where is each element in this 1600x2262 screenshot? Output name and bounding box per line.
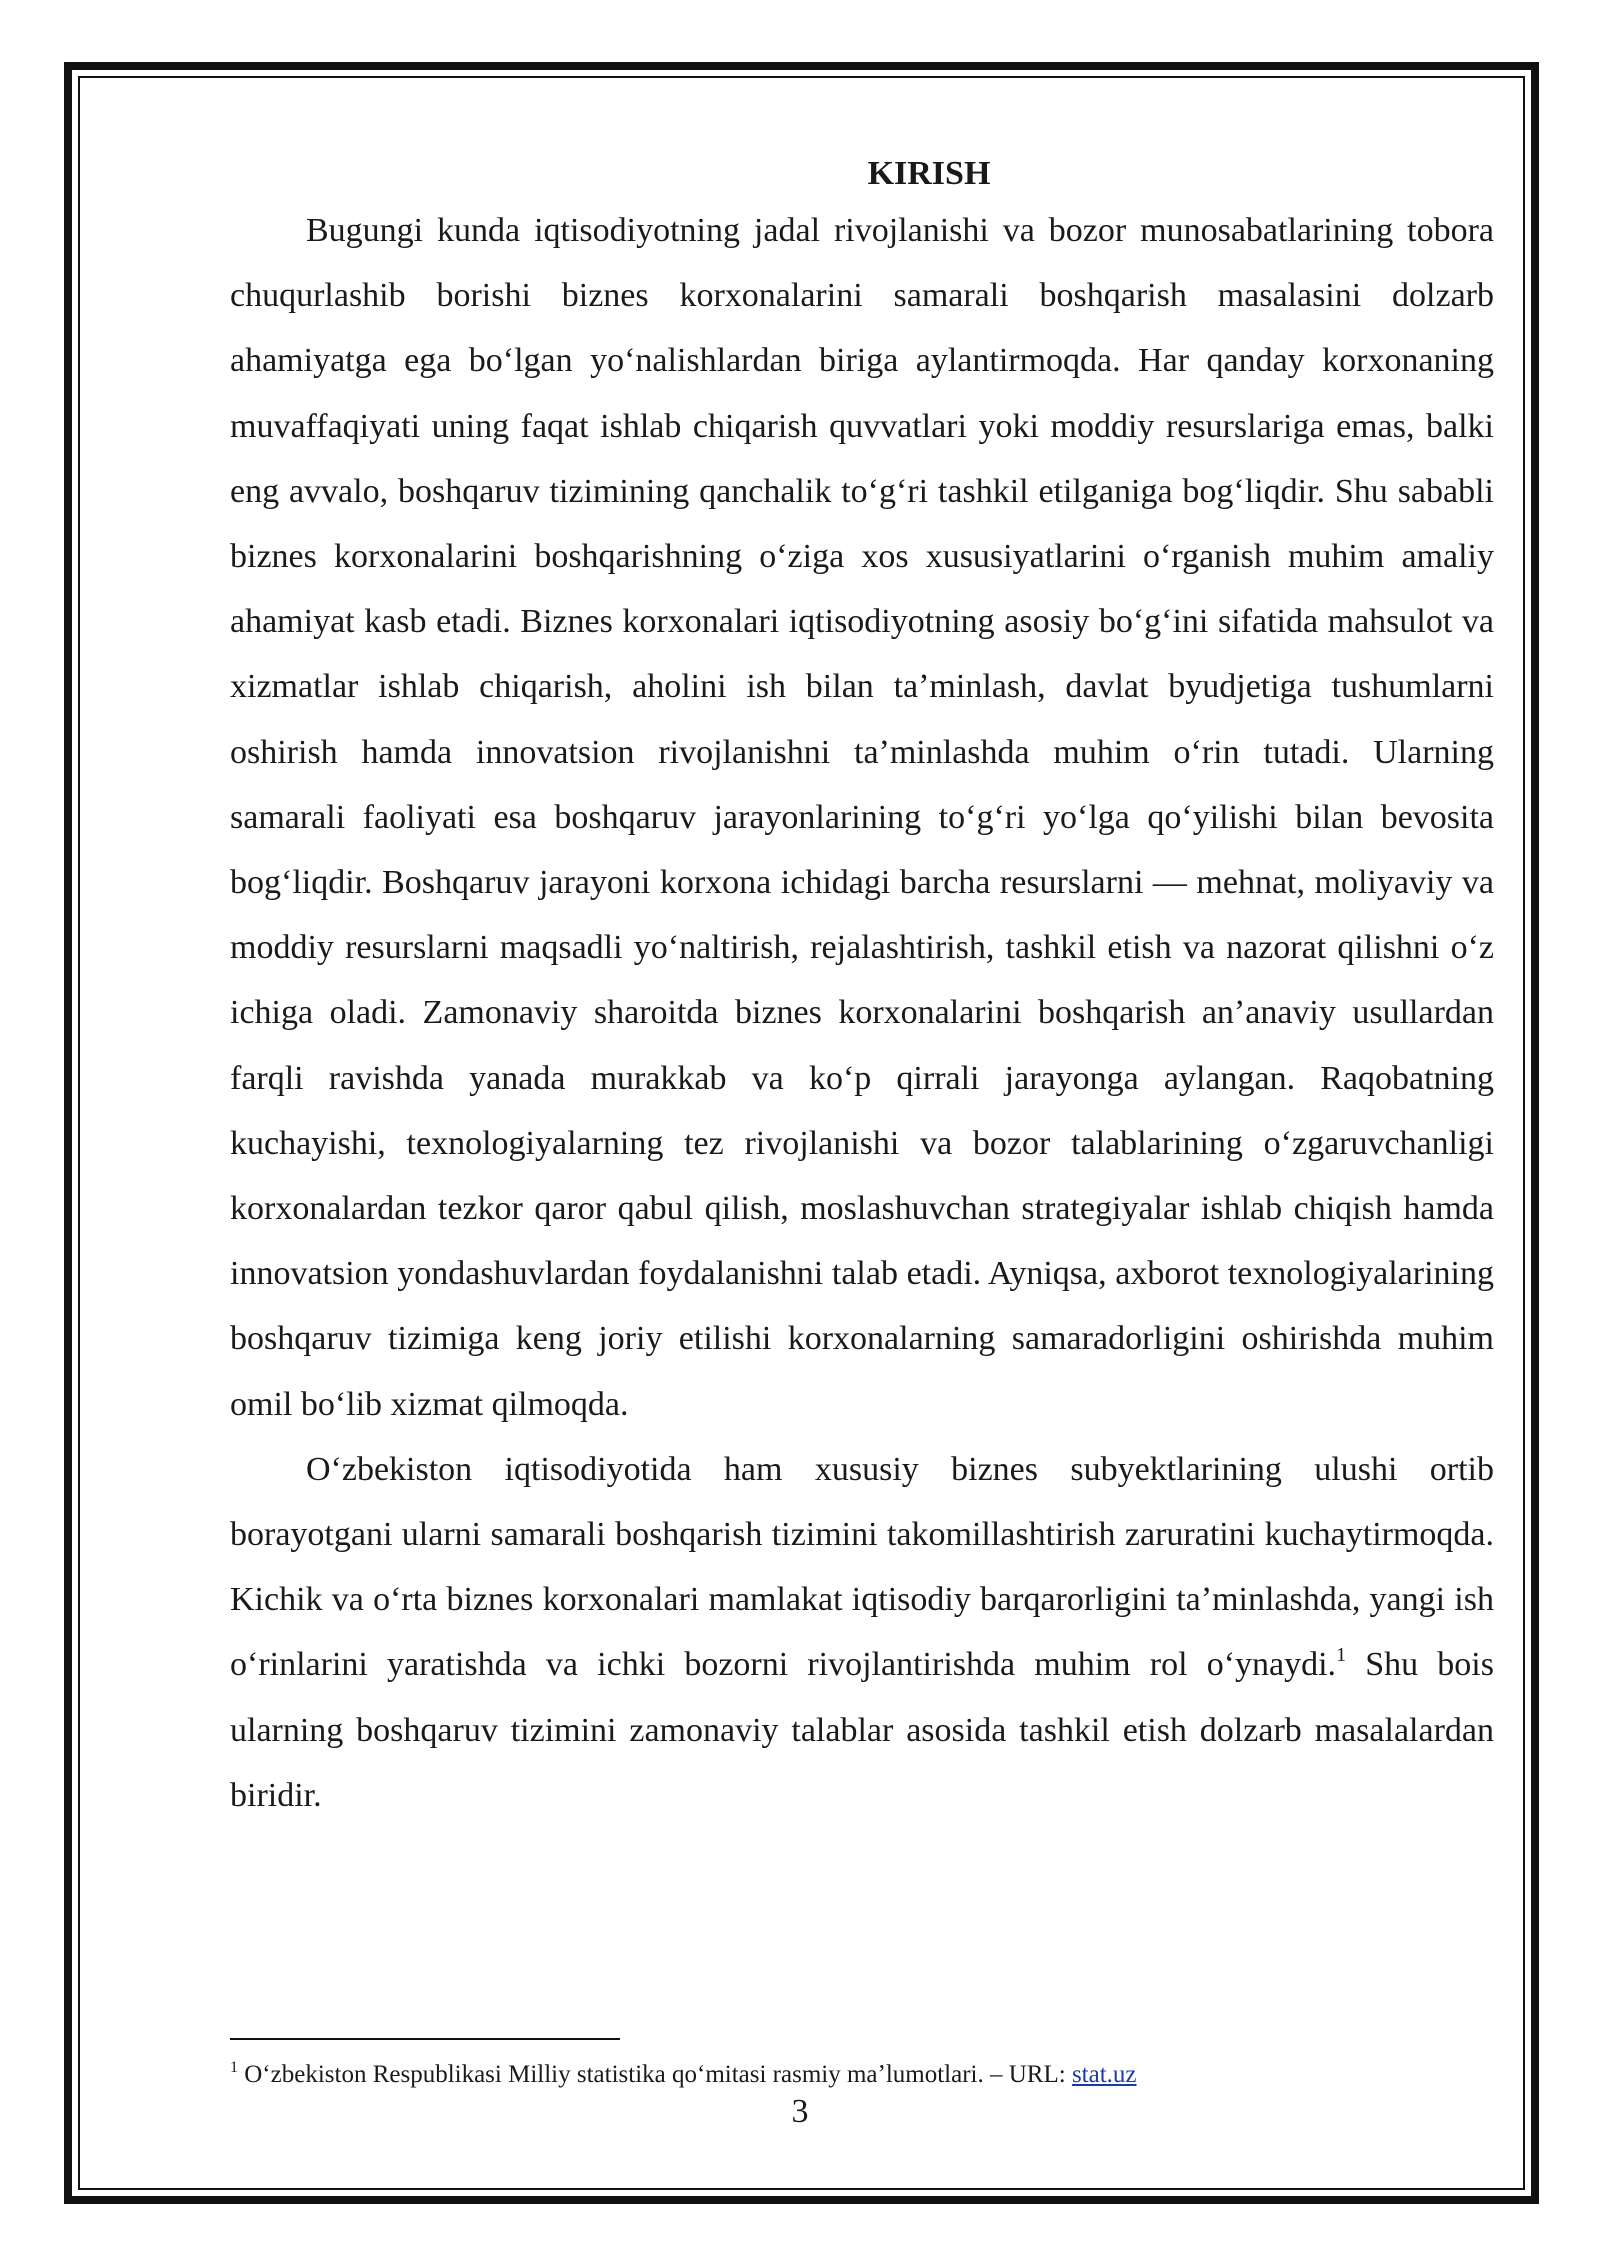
- footnote: [230, 2058, 1494, 2092]
- footnote-text: Oʻzbekiston Respublikasi Milliy statistika qoʻmitasi rasmiy maʼlumotlari. – URL:: [238, 2061, 1072, 2088]
- section-title: KIRISH: [867, 155, 991, 192]
- footnote-reference: 1: [1336, 1644, 1347, 1667]
- paragraph-2-text-start: Oʻzbekiston iqtisodiyotida ham xususiy biznes subyektlarining ulushi ortib borayotgani ularni samarali boshqarish tizimini takomillashtirish zaruratini kuchaytirmoqda. Kichik va oʻrta biznes korxonalari mamlakat iqtisodiy barqarorligini taʼminlashda, yangi ish oʻrinlarini yaratishda va ichki bozorni rivojlantirishda muhim rol oʻynaydi.: [230, 1450, 1494, 1684]
- paragraph-2-text-end: Shu bois ularning boshqaruv tizimini zamonaviy talablar asosida tashkil etish dolzarb masalalardan biridir.: [230, 1646, 1494, 1814]
- body-paragraph-1: Bugungi kunda iqtisodiyotning jadal rivojlanishi va bozor munosabatlarining tobora chuqurlashib borishi biznes korxonalarini samarali boshqarish masalasini dolzarb ahamiyatga ega boʻlgan yoʻnalishlardan biriga aylantirmoqda. Har qanday korxonaning muvaffaqiyati uning faqat ishlab chiqarish quvvatlari yoki moddiy resurslariga emas, balki eng avvalo, boshqaruv tizimining qanchalik toʻgʻri tashkil etilganiga bogʻliqdir. Shu sababli biznes korxonalarini boshqarishning oʻziga xos xususiyatlarini oʻrganish muhim amaliy ahamiyat kasb etadi. Biznes korxonalari iqtisodiyotning asosiy boʻgʻini sifatida mahsulot va xizmatlar ishlab chiqarish, aholini ish bilan taʼminlash, davlat byudjetiga tushumlarni oshirish hamda innovatsion rivojlanishni taʼminlashda muhim oʻrin tutadi. Ularning samarali faoliyati esa boshqaruv jarayonlarining toʻgʻri yoʻlga qoʻyilishi bilan bevosita bogʻliqdir. Boshqaruv jarayoni korxona ichidagi barcha resurslarni — mehnat, moliyaviy va moddiy resurslarni maqsadli yoʻnaltirish, rejalashtirish, tashkil etish va nazorat qilishni oʻz ichiga oladi. Zamonaviy sharoitda biznes korxonalarini boshqarish anʼanaviy usullardan farqli ravishda yanada murakkab va koʻp qirrali jarayonga aylangan. Raqobatning kuchayishi, texnologiyalarning tez rivojlanishi va bozor talablarining oʻzgaruvchanligi korxonalardan tezkor qaror qabul qilish, moslashuvchan strategiyalar ishlab chiqish hamda innovatsion yondashuvlardan foydalanishni talab etadi. Ayniqsa, axborot texnologiyalarining boshqaruv tizimiga keng joriy etilishi korxonalarning samaradorligini oshirishda muhim omil boʻlib xizmat qilmoqda.: [230, 212, 1494, 1423]
- page-number: 3: [791, 2093, 809, 2130]
- body-paragraph-2: [230, 1437, 1494, 1828]
- footnote-link[interactable]: stat.uz: [1071, 2061, 1137, 2088]
- footnote-separator: [230, 2038, 620, 2040]
- page-content: [230, 150, 1494, 1828]
- footnote-marker: 1: [230, 2059, 238, 2076]
